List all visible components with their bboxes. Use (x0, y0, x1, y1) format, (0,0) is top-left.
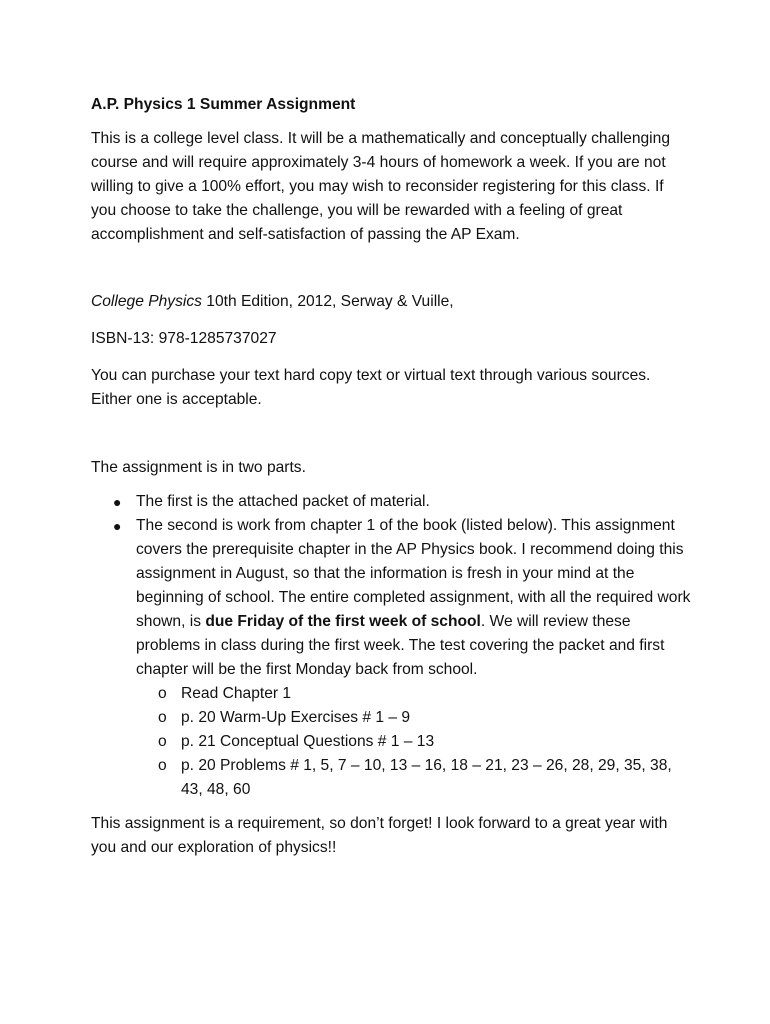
circle-bullet-icon: o (158, 709, 167, 726)
textbook-line (91, 290, 691, 314)
due-date-emphasis: due Friday of the first week of school (205, 613, 481, 630)
bullet-icon: ● (113, 518, 122, 534)
list-item (136, 682, 691, 706)
part-two-text: The second is work from chapter 1 of the book (listed below). This assignment covers the prerequisite chapter in the AP Physics book. I recommend doing this assignment in August, so that the information is fresh in your mind at the beginning of school. The entire completed assignment, with all the required work shown, is (136, 517, 691, 630)
textbook-details: 10th Edition, 2012, Serway & Vuille, (201, 293, 454, 310)
isbn-line: ISBN-13: 978-1285737027 (91, 330, 277, 347)
task-text: p. 21 Conceptual Questions # 1 – 13 (181, 733, 435, 750)
task-list (136, 682, 691, 802)
circle-bullet-icon: o (158, 685, 167, 702)
list-item (91, 490, 691, 514)
list-item (136, 754, 691, 802)
circle-bullet-icon: o (158, 757, 167, 774)
document-page (91, 93, 691, 860)
circle-bullet-icon: o (158, 733, 167, 750)
assignment-parts-list (91, 490, 691, 802)
list-item (136, 706, 691, 730)
purchase-paragraph: You can purchase your text hard copy text or virtual text through various sources. Either one is acceptable. (91, 367, 651, 408)
part-two-text-end: . We will review these problems in class during the first week. The test covering the packet and first chapter will be the first Monday back from school. (136, 613, 665, 678)
list-item (136, 730, 691, 754)
task-text: Read Chapter 1 (181, 685, 292, 702)
assignment-intro: The assignment is in two parts. (91, 459, 306, 476)
closing-paragraph: This assignment is a requirement, so don’t forget! I look forward to a great year with you and our exploration of physics!! (91, 815, 668, 856)
task-text: p. 20 Problems # 1, 5, 7 – 10, 13 – 16, 18 – 21, 23 – 26, 28, 29, 35, 38, 43, 48, 60 (181, 757, 672, 798)
intro-paragraph: This is a college level class. It will be a mathematically and conceptually challenging course and will require approximately 3-4 hours of homework a week. If you are not willing to give a 100% effort, you may wish to reconsider registering for this class. If you choose to take the challenge, you will be rewarded with a feeling of great accomplishment and self-satisfaction of passing the AP Exam. (91, 130, 670, 243)
list-item (91, 514, 691, 802)
bullet-icon: ● (113, 494, 122, 510)
task-text: p. 20 Warm-Up Exercises # 1 – 9 (181, 709, 411, 726)
textbook-title: College Physics (91, 293, 202, 310)
part-one-text: The first is the attached packet of material. (136, 493, 430, 510)
document-title: A.P. Physics 1 Summer Assignment (91, 96, 356, 113)
